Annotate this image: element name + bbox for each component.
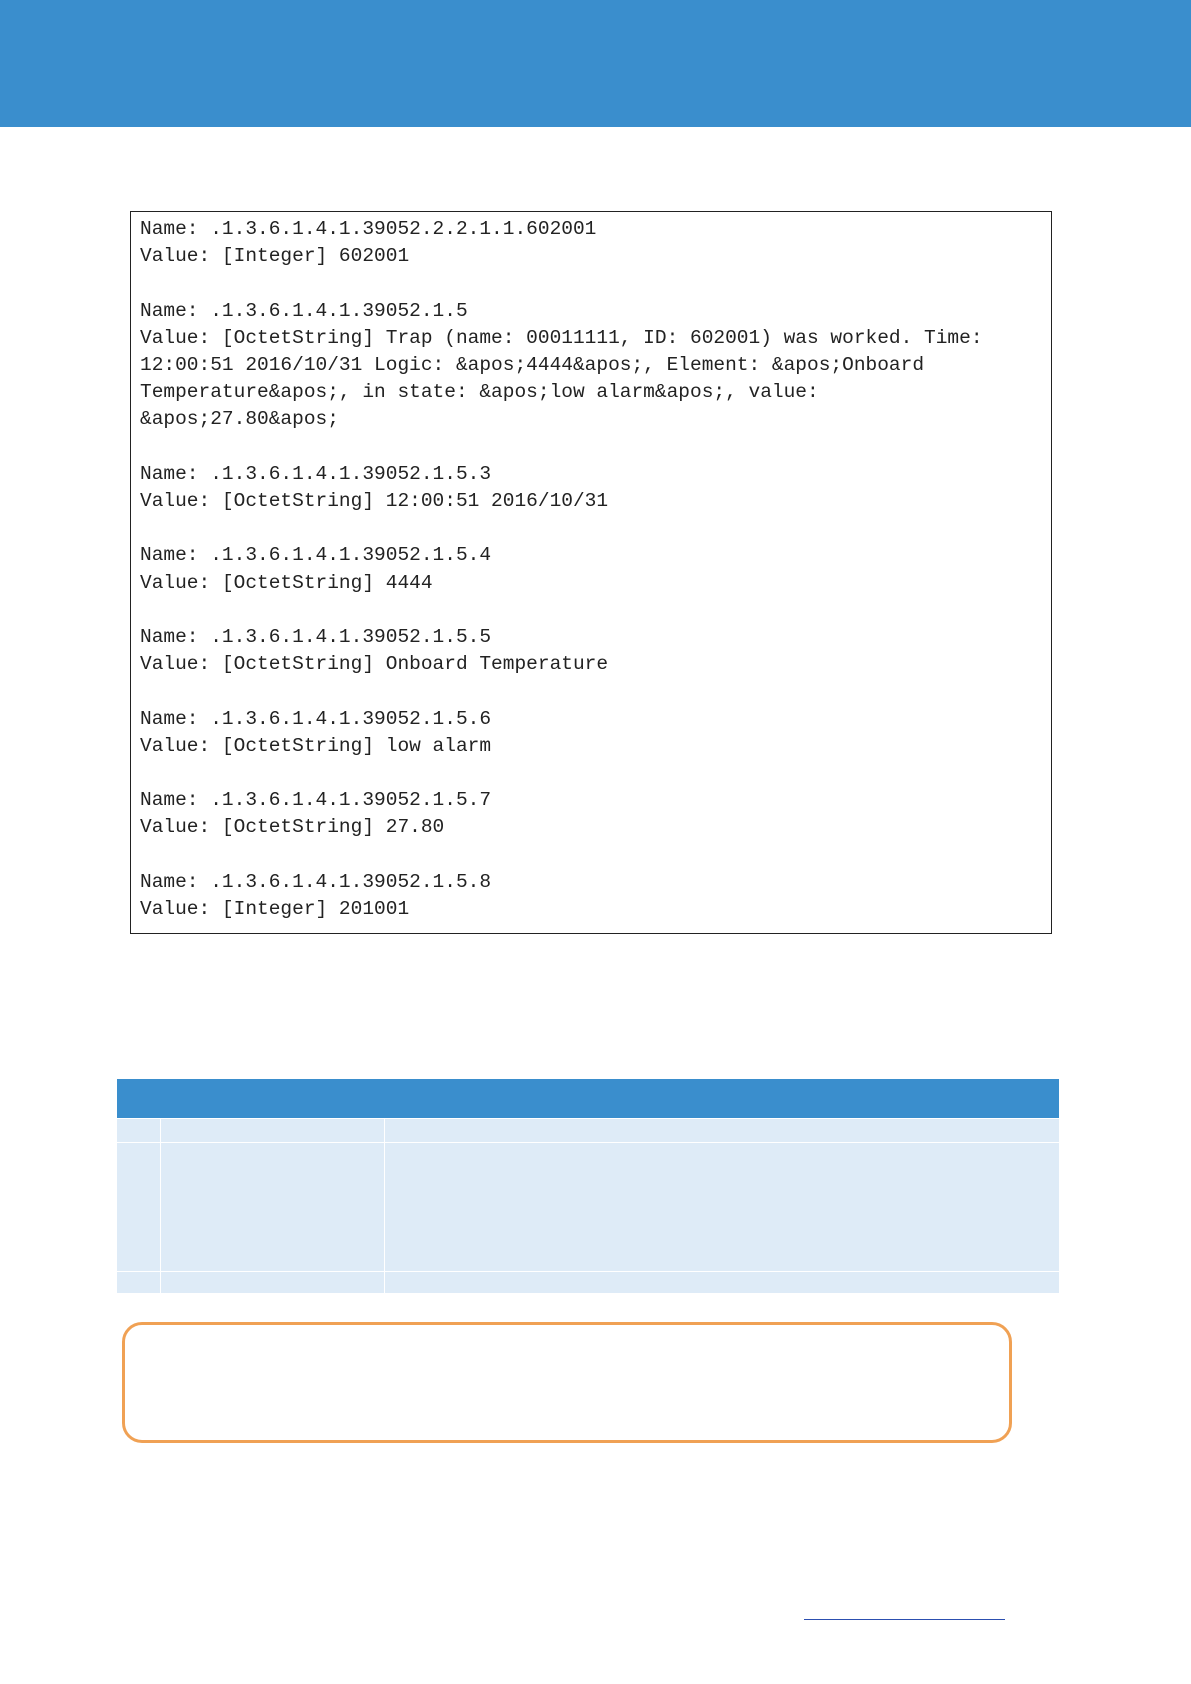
- table-cell: [117, 1119, 161, 1142]
- code-line: Value: [Integer] 602001: [140, 245, 410, 268]
- table-cell: [385, 1272, 1059, 1293]
- code-line: Name: .1.3.6.1.4.1.39052.1.5.5: [140, 626, 492, 649]
- code-line: Value: [OctetString] low alarm: [140, 734, 492, 757]
- parameter-table: [117, 1079, 1059, 1293]
- table-row: [117, 1271, 1059, 1293]
- table-cell: [385, 1143, 1059, 1271]
- code-line: Name: .1.3.6.1.4.1.39052.1.5.8: [140, 870, 492, 893]
- code-line: Value: [Integer] 201001: [140, 898, 410, 921]
- code-line: Name: .1.3.6.1.4.1.39052.1.5: [140, 299, 468, 322]
- code-line: Temperature&apos;, in state: &apos;low alarm&apos;, value:: [140, 381, 819, 404]
- header-bar: [0, 0, 1191, 127]
- code-line: Name: .1.3.6.1.4.1.39052.1.5.4: [140, 544, 492, 567]
- table-cell: [161, 1119, 385, 1142]
- table-row: [117, 1142, 1059, 1271]
- code-line: Value: [OctetString] Trap (name: 00011111, ID: 602001) was worked. Time:: [140, 326, 983, 349]
- code-line: Name: .1.3.6.1.4.1.39052.1.5.3: [140, 462, 492, 485]
- code-line: Value: [OctetString] 4444: [140, 571, 433, 594]
- code-text: [140, 216, 1051, 923]
- table-cell: [117, 1143, 161, 1271]
- code-line: Name: .1.3.6.1.4.1.39052.1.5.6: [140, 707, 492, 730]
- code-line: Name: .1.3.6.1.4.1.39052.1.5.7: [140, 789, 492, 812]
- code-line: &apos;27.80&apos;: [140, 408, 339, 431]
- code-line: Value: [OctetString] 27.80: [140, 816, 445, 839]
- code-line: Value: [OctetString] 12:00:51 2016/10/31: [140, 490, 609, 513]
- table-row: [117, 1118, 1059, 1142]
- table-header: [117, 1079, 1059, 1118]
- code-line: Name: .1.3.6.1.4.1.39052.2.2.1.1.602001: [140, 218, 597, 240]
- footer-link-underline[interactable]: [804, 1619, 1005, 1620]
- table-cell: [161, 1272, 385, 1293]
- code-line: Value: [OctetString] Onboard Temperature: [140, 653, 609, 676]
- table-cell: [385, 1119, 1059, 1142]
- snmp-trap-code-block: [130, 211, 1052, 934]
- table-cell: [161, 1143, 385, 1271]
- code-line: 12:00:51 2016/10/31 Logic: &apos;4444&apos;, Element: &apos;Onboard: [140, 354, 925, 377]
- note-box: [122, 1322, 1012, 1443]
- table-cell: [117, 1272, 161, 1293]
